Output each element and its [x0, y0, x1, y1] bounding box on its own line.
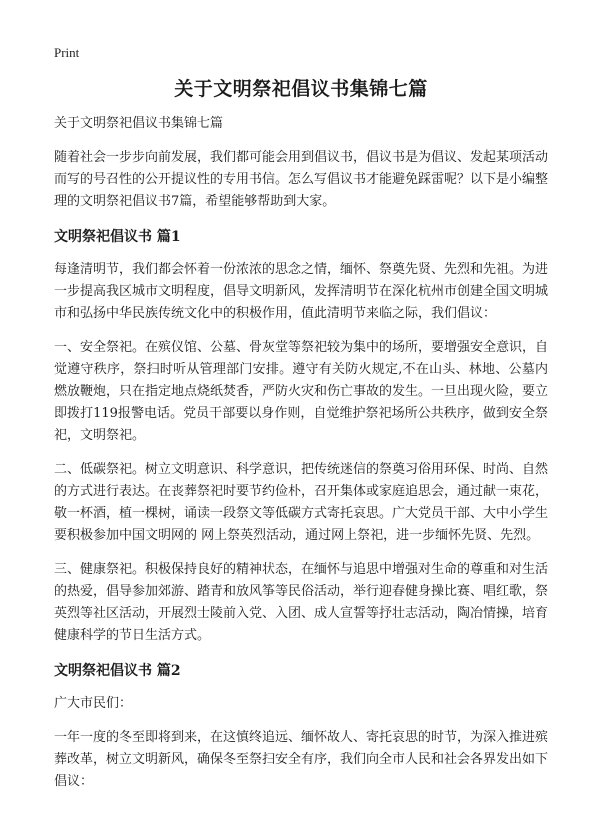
- section-heading-2: 文明祭祀倡议书 篇2: [54, 663, 181, 679]
- section-2-paragraph: 一年一度的冬至即将到来，在这慎终追远、缅怀故人、寄托哀思的时节，为深入推进殡葬改革，树立文明新风，确保冬至祭扫安全有序，我们向全市人民和社会各界发出如下倡议：: [54, 730, 549, 789]
- page-title: 关于文明祭祀倡议书集锦七篇: [174, 78, 428, 100]
- section-1-paragraph: 一、安全祭祀。在殡仪馆、公墓、骨灰堂等祭祀较为集中的场所，要增强安全意识，自觉遵守秩序，祭扫时听从管理部门安排。遵守有关防火规定,不在山头、林地、公墓内燃放鞭炮，只在指定地点烧纸焚香，严防火灾和伤亡事故的发生。一旦出现火险，要立即拨打119报警电话。党员干部要以身作则，自觉维护祭祀场所公共秩序，做到安全祭祀，文明祭祀。: [54, 340, 549, 443]
- section-heading-1: 文明祭祀倡议书 篇1: [54, 229, 181, 245]
- section-1-paragraph: 每逢清明节，我们都会怀着一份浓浓的思念之情，缅怀、祭奠先贤、先烈和先祖。为进一步提高我区城市文明程度，倡导文明新风，发挥清明节在深化杭州市创建全国文明城市和弘扬中华民族传统文化中的积极作用，值此清明节来临之际，我们倡议：: [54, 262, 549, 321]
- intro-paragraph: 随着社会一步步向前发展，我们都可能会用到倡议书，倡议书是为倡议、发起某项活动而写的号召性的公开提议性的专用书信。怎么写倡议书才能避免踩雷呢？以下是小编整理的文明祭祀倡议书7篇，希望能够帮助到大家。: [54, 150, 549, 209]
- section-2-paragraph: 广大市民们：: [54, 696, 133, 711]
- print-link[interactable]: Print: [54, 45, 80, 60]
- document-subtitle: 关于文明祭祀倡议书集锦七篇: [54, 116, 224, 131]
- section-1-paragraph: 三、健康祭祀。积极保持良好的精神状态，在缅怀与追思中增强对生命的尊重和对生活的热爱，倡导参加郊游、踏青和放风筝等民俗活动，举行迎春健身操比赛、唱红歌，祭英烈等社区活动，开展烈士陵前入党、入团、成人宣誓等抒壮志活动，陶冶情操，培育健康科学的节日生活方式。: [54, 562, 549, 643]
- section-1-paragraph: 二、低碳祭祀。树立文明意识、科学意识，把传统迷信的祭奠习俗用环保、时尚、自然的方式进行表达。在丧葬祭祀时要节约俭朴，召开集体或家庭追思会，通过献一束花，敬一杯酒，植一棵树，诵读一段祭文等低碳方式寄托哀思。广大党员干部、大中小学生要积极参加中国文明网的 网上祭英烈活动，通过网上祭祀，进一步缅怀先贤、先烈。: [54, 462, 549, 543]
